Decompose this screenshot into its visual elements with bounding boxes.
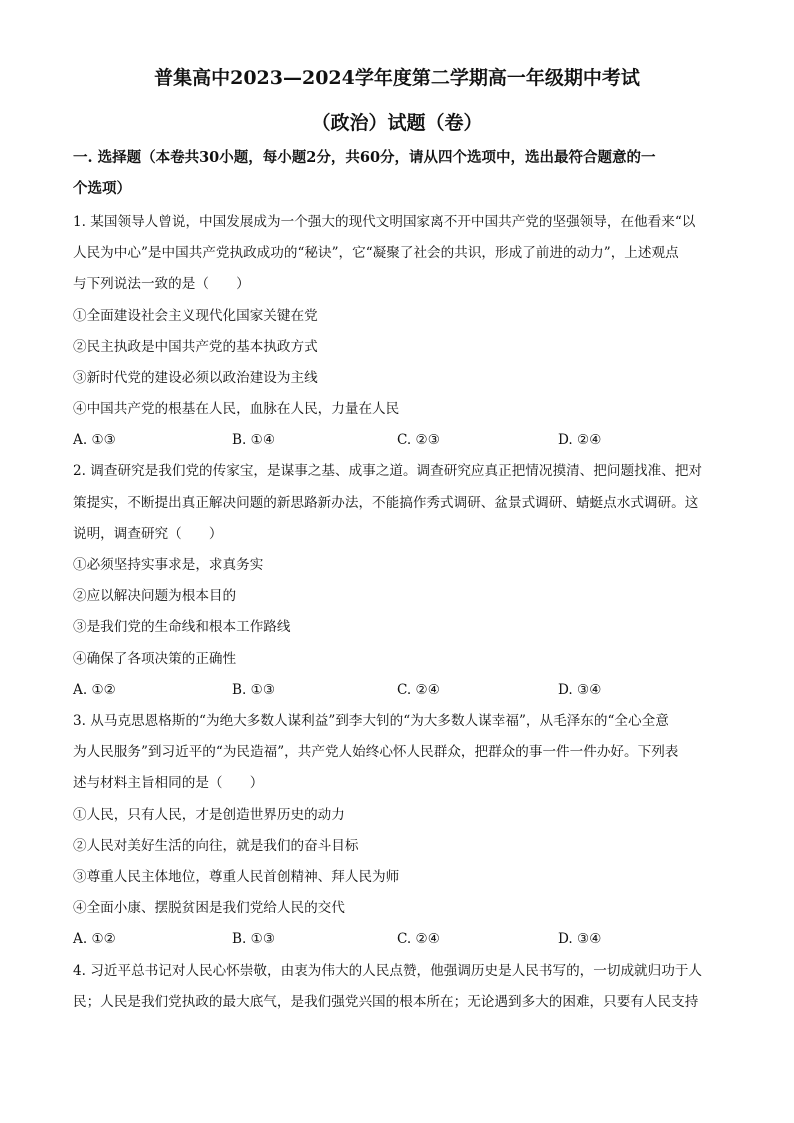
question-1-option-b[interactable]: B. ①④: [232, 432, 276, 448]
question-1-statement-3: ③新时代党的建设必须以政治建设为主线: [73, 370, 318, 386]
question-2-stem-line-3: 说明，调查研究（ ）: [73, 526, 223, 542]
question-1-statement-1: ①全面建设社会主义现代化国家关键在党: [73, 308, 318, 324]
question-1-statement-2: ②民主执政是中国共产党的基本执政方式: [73, 339, 318, 355]
question-1-stem-line-3: 与下列说法一致的是（ ）: [73, 276, 250, 292]
question-2-option-d[interactable]: D. ③④: [558, 682, 602, 698]
question-3-statement-3: ③尊重人民主体地位，尊重人民首创精神、拜人民为师: [73, 869, 400, 885]
question-2-option-b[interactable]: B. ①③: [232, 682, 276, 698]
question-2-option-a[interactable]: A. ①②: [73, 682, 116, 698]
question-2-statement-1: ①必须坚持实事求是，求真务实: [73, 557, 264, 573]
question-3-stem-line-2: 为人民服务”到习近平的“为民造福”，共产党人始终心怀人民群众，把群众的事一件一件办好。下列表: [73, 744, 679, 760]
question-3-option-a[interactable]: A. ①②: [73, 931, 116, 947]
question-3-stem-line-3: 述与材料主旨相同的是（ ）: [73, 775, 264, 791]
question-2-statement-4: ④确保了各项决策的正确性: [73, 651, 237, 667]
question-1-statement-4: ④中国共产党的根基在人民，血脉在人民，力量在人民: [73, 401, 400, 417]
question-2-option-c[interactable]: C. ②④: [397, 682, 440, 698]
question-3-statement-1: ①人民，只有人民，才是创造世界历史的动力: [73, 807, 345, 823]
question-1-option-c[interactable]: C. ②③: [397, 432, 440, 448]
question-2-stem-line-1: 2. 调查研究是我们党的传家宝，是谋事之基、成事之道。调查研究应真正把情况摸清、把问题找准、把对: [73, 463, 703, 479]
question-3-option-c[interactable]: C. ②④: [397, 931, 440, 947]
question-1-stem-line-1: 1. 某国领导人曾说，中国发展成为一个强大的现代文明国家离不开中国共产党的坚强领导，在他看来“以: [73, 214, 696, 230]
question-3-stem-line-1: 3. 从马克思恩格斯的“为绝大多数人谋利益”到李大钊的“为大多数人谋幸福”，从毛泽东的“全心全意: [73, 713, 669, 729]
question-3-statement-4: ④全面小康、摆脱贫困是我们党给人民的交代: [73, 900, 345, 916]
question-3-statement-2: ②人民对美好生活的向往，就是我们的奋斗目标: [73, 838, 359, 854]
question-3-option-d[interactable]: D. ③④: [558, 931, 602, 947]
question-2-stem-line-2: 策提实，不断提出真正解决问题的新思路新办法，不能搞作秀式调研、盆景式调研、蜻蜓点水式调研。这: [73, 495, 699, 511]
exam-subtitle: （政治）试题（卷）: [311, 112, 483, 134]
question-1-option-d[interactable]: D. ②④: [558, 432, 602, 448]
section-heading-cont: 个选项）: [73, 180, 131, 197]
question-2-statement-3: ③是我们党的生命线和根本工作路线: [73, 619, 291, 635]
exam-title: 普集高中2023—2024学年度第二学期高一年级期中考试: [154, 67, 640, 89]
question-1-stem-line-2: 人民为中心”是中国共产党执政成功的“秘诀”，它“凝聚了社会的共识，形成了前进的动力”，上述观点: [73, 245, 679, 261]
question-1-option-a[interactable]: A. ①③: [73, 432, 116, 448]
question-3-option-b[interactable]: B. ①③: [232, 931, 276, 947]
section-heading: 一. 选择题（本卷共30小题，每小题2分，共60分，请从四个选项中，选出最符合题意的一: [73, 149, 656, 166]
question-2-statement-2: ②应以解决问题为根本目的: [73, 588, 237, 604]
question-4-stem-line-2: 民；人民是我们党执政的最大底气，是我们强党兴国的根本所在；无论遇到多大的困难，只要有人民支持: [73, 994, 699, 1010]
question-4-stem-line-1: 4. 习近平总书记对人民心怀崇敬，由衷为伟大的人民点赞，他强调历史是人民书写的，一切成就归功于人: [73, 963, 703, 979]
